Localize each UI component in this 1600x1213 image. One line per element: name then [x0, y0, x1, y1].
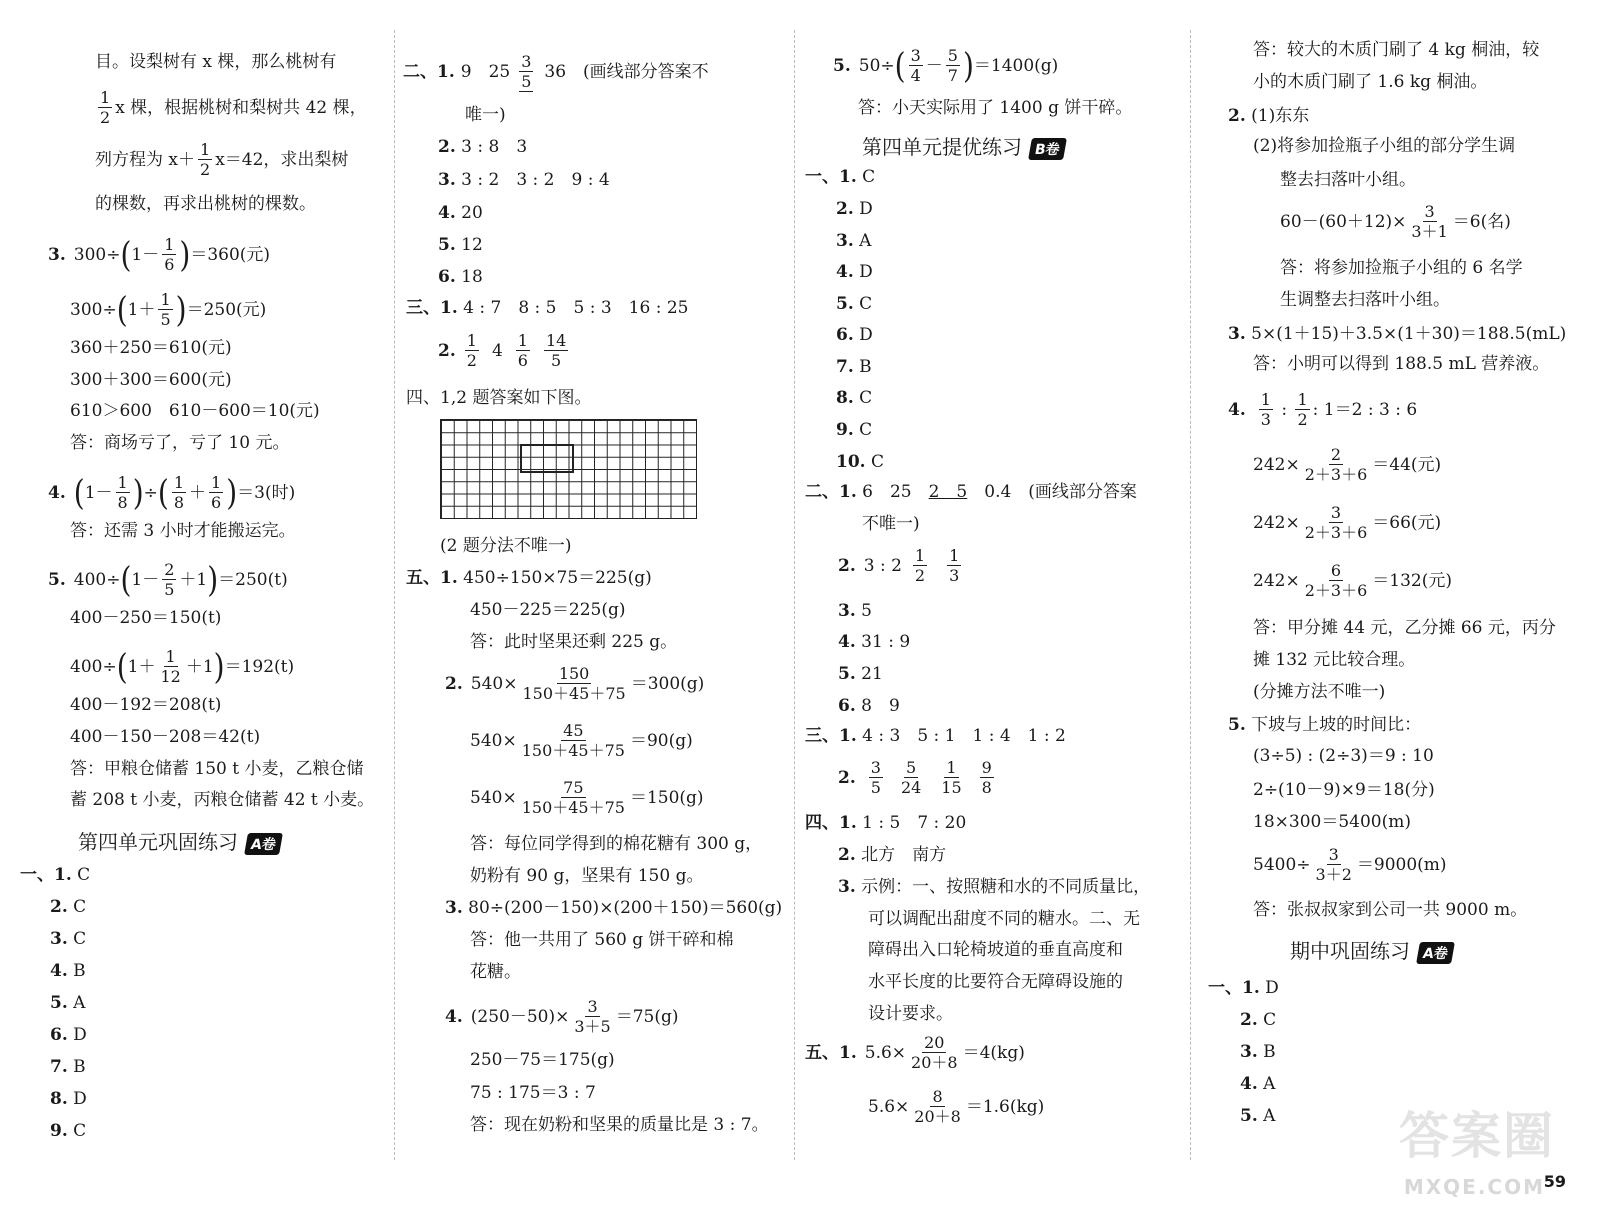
text-line: 答：甲分摊 44 元，乙分摊 66 元，丙分 — [1253, 618, 1556, 638]
grid-highlight — [520, 444, 574, 473]
answer-row: 3. B — [1240, 1042, 1276, 1062]
math-line: 4. $\frac{1}{3}$ : $\frac{1}{2}$ : 1＝2 : 3 : 6 — [1228, 390, 1418, 429]
math-line: 5400÷ $\frac{3}{3+2}$ ＝9000(m) — [1253, 845, 1447, 884]
answer-row: 2. D — [836, 199, 873, 219]
badge: B卷 — [1028, 138, 1067, 160]
answer-row: 3. 示例：一、按照糖和水的不同质量比， — [838, 877, 1151, 897]
math-line: 60－(60＋12)× $\frac{3}{3+1}$ ＝6(名) — [1280, 202, 1511, 241]
answer-row: 4. D — [836, 262, 873, 282]
math-line: 2. $\frac{1}{2}$ 4 $\frac{1}{6}$ $\frac{14}{5}$ — [438, 331, 567, 370]
column-divider — [794, 30, 795, 1160]
answer-row: 5. 12 — [438, 235, 483, 255]
answer-row: 6. 8 9 — [838, 696, 900, 716]
answer-row: 三、1. 4 : 7 8 : 5 5 : 3 16 : 25 — [406, 298, 689, 318]
text-line: 唯一) — [465, 105, 506, 125]
column-1 — [0, 0, 392, 1213]
answer-row: 5. C — [836, 294, 873, 314]
column-divider — [394, 30, 395, 1160]
text-line: 360＋250＝610(元) — [70, 338, 232, 358]
text-line: 答：此时坚果还剩 225 g。 — [470, 632, 678, 652]
answer-row: 2. (1)东东 — [1228, 106, 1310, 126]
answer-row: 4. A — [1240, 1074, 1276, 1094]
math-line: 4. ( 1－ $\frac{1}{8}$ ) ÷ ( $\frac{1}{8}$ ＋ $\frac{1}{6}$ ) ＝3(时) — [48, 471, 296, 513]
math-line: 242× $\frac{2}{2+3+6}$ ＝44(元) — [1253, 445, 1442, 484]
answer-row: 5. 下坡与上坡的时间比： — [1228, 715, 1422, 735]
answer-row: 2. 3 : 8 3 — [438, 137, 528, 157]
answer-row: 三、1. 4 : 3 5 : 1 1 : 4 1 : 2 — [805, 726, 1066, 746]
answer-row: 9. C — [836, 420, 873, 440]
answer-row: 一、1. C — [20, 865, 91, 885]
answer-row: 一、1. C — [805, 167, 876, 187]
math-line: 540× $\frac{75}{150+45+75}$ ＝150(g) — [470, 778, 704, 817]
text-line: 四、1,2 题答案如下图。 — [406, 388, 592, 408]
math-line: 列方程为 x＋ $\frac{1}{2}$ x＝42，求出梨树 — [95, 140, 349, 179]
text-line: 水平长度的比要符合无障碍设施的 — [868, 972, 1123, 992]
answer-row: 9. C — [50, 1121, 87, 1141]
fraction: $\frac{1}{2}$ — [100, 88, 111, 127]
math-line: 5.6× $\frac{8}{20+8}$ ＝1.6(kg) — [868, 1087, 1045, 1126]
text-line: 设计要求。 — [868, 1004, 953, 1024]
answer-row: 7. B — [50, 1057, 86, 1077]
text-line: 花糖。 — [470, 962, 521, 982]
text-line: 400－250＝150(t) — [70, 608, 222, 628]
answer-row: 6. D — [836, 325, 873, 345]
text-line: 答：较大的木质门刷了 4 kg 桐油，较 — [1253, 40, 1540, 60]
text-line: 2÷(10－9)×9＝18(分) — [1253, 780, 1435, 800]
answer-row: 3. C — [50, 929, 87, 949]
math-line: 二、1. 9 25 $\frac{3}{5}$ 36 (画线部分答案不 — [403, 52, 709, 91]
text-line: 450－225＝225(g) — [470, 600, 626, 620]
text-line: 生调整去扫落叶小组。 — [1280, 290, 1450, 310]
text-line: 答：将参加捡瓶子小组的 6 名学 — [1280, 258, 1523, 278]
text-line: 小的木质门刷了 1.6 kg 桐油。 — [1253, 72, 1488, 92]
answer-row: 5. A — [1240, 1106, 1276, 1126]
watermark-url: MXQE.COM — [1403, 1175, 1545, 1199]
text-line: 的棵数，再求出桃树的棵数。 — [95, 194, 316, 214]
text-line: 整去扫落叶小组。 — [1280, 170, 1416, 190]
math-line: 242× $\frac{3}{2+3+6}$ ＝66(元) — [1253, 503, 1442, 542]
badge: A卷 — [1416, 942, 1455, 964]
text-line: 610＞600 610－600＝10(元) — [70, 401, 320, 421]
answer-row: 8. D — [50, 1089, 87, 1109]
answer-row: 7. B — [836, 357, 872, 377]
text-line: (3÷5) : (2÷3)＝9 : 10 — [1253, 746, 1434, 766]
badge: A卷 — [244, 833, 283, 855]
answer-row: 6. 18 — [438, 267, 483, 287]
text-line: 400－150－208＝42(t) — [70, 727, 261, 747]
answer-row: 4. 31 : 9 — [838, 632, 911, 652]
answer-row: 3. A — [836, 231, 872, 251]
answer-row: 二、1. 6 25 2 5 0.4 (画线部分答案 — [805, 482, 1137, 502]
math-line: 2. 540× $\frac{150}{150+45+75}$ ＝300(g) — [445, 664, 705, 703]
answer-row: 四、1. 1 : 5 7 : 20 — [805, 813, 967, 833]
text-line: (2)将参加捡瓶子小组的部分学生调 — [1253, 136, 1516, 156]
math-line: 242× $\frac{6}{2+3+6}$ ＝132(元) — [1253, 561, 1452, 600]
answer-row: 2. 北方 南方 — [838, 845, 947, 865]
math-line: 2. $\frac{3}{5}$ $\frac{5}{24}$ $\frac{1}{15}$ $\frac{9}{8}$ — [838, 758, 992, 797]
text-line: 答：现在奶粉和坚果的质量比是 3 : 7。 — [470, 1115, 769, 1135]
text-line: 250－75＝175(g) — [470, 1050, 615, 1070]
text-line: 目。设梨树有 x 棵，那么桃树有 — [95, 52, 337, 72]
answer-row: 4. B — [50, 961, 86, 981]
text-line: 300＋300＝600(元) — [70, 370, 232, 390]
text-line: 18×300＝5400(m) — [1253, 812, 1411, 832]
text-line: 答：商场亏了，亏了 10 元。 — [70, 433, 290, 453]
text-line: 答：还需 3 小时才能搬运完。 — [70, 521, 296, 541]
answer-row: 2. C — [1240, 1010, 1277, 1030]
answer-row: 8. C — [836, 388, 873, 408]
answer-row: 5. 21 — [838, 664, 883, 684]
answer-row: 10. C — [836, 452, 884, 472]
text-line: 不唯一) — [862, 514, 920, 534]
math-line: 540× $\frac{45}{150+45+75}$ ＝90(g) — [470, 721, 693, 760]
answer-row: 五、1. 450÷150×75＝225(g) — [406, 568, 652, 588]
text-line: 答：每位同学得到的棉花糖有 300 g， — [470, 834, 763, 854]
answer-row: 6. D — [50, 1025, 87, 1045]
watermark-logo: 答案圈 — [1399, 1107, 1555, 1165]
text-line: 答：小明可以得到 188.5 mL 营养液。 — [1253, 354, 1550, 374]
math-line: 400÷ ( 1＋ $\frac{1}{12}$ ＋1 ) ＝192(t) — [70, 645, 295, 687]
answer-row: 3. 5 — [838, 601, 872, 621]
text-line: 答：甲粮仓储蓄 150 t 小麦，乙粮仓储 — [70, 759, 364, 779]
text-line: 蓄 208 t 小麦，丙粮仓储蓄 42 t 小麦。 — [70, 790, 375, 810]
answer-row: 3. 5×(1＋15)＋3.5×(1＋30)＝188.5(mL) — [1228, 324, 1567, 344]
math-line: 5. 400÷ ( 1－ $\frac{2}{5}$ ＋1 ) ＝250(t) — [48, 558, 288, 600]
answer-row: 一、1. D — [1208, 978, 1279, 998]
math-line: 五、1. 5.6× $\frac{20}{20+8}$ ＝4(kg) — [805, 1033, 1025, 1072]
answer-row: 2. C — [50, 897, 87, 917]
text-line: 可以调配出甜度不同的糖水。二、无 — [868, 909, 1140, 929]
answer-row: 3. 80÷(200－150)×(200＋150)＝560(g) — [445, 898, 783, 918]
answer-row: 4. 20 — [438, 203, 483, 223]
math-line: 4. (250－50)× $\frac{3}{3+5}$ ＝75(g) — [445, 997, 679, 1036]
text-line: 75 : 175＝3 : 7 — [470, 1083, 596, 1103]
text-line: (2 题分法不唯一) — [440, 536, 572, 556]
text-line: (分摊方法不唯一) — [1253, 682, 1386, 702]
text-line: 障碍出入口轮椅坡道的垂直高度和 — [868, 940, 1123, 960]
text-line: 答：他一共用了 560 g 饼干碎和棉 — [470, 930, 734, 950]
answer-row: 5. A — [50, 993, 86, 1013]
text-line: 答：小天实际用了 1400 g 饼干碎。 — [858, 98, 1133, 118]
section-heading: 第四单元巩固练习 A卷 — [78, 826, 281, 855]
column-divider — [1190, 30, 1191, 1160]
math-line: $\frac{1}{2}$ x 棵，根据桃树和梨树共 42 棵， — [100, 88, 367, 127]
text-line: 答：张叔叔家到公司一共 9000 m。 — [1253, 900, 1528, 920]
text-line: 摊 132 元比较合理。 — [1253, 650, 1416, 670]
math-line: 300÷ ( 1＋ $\frac{1}{5}$ ) ＝250(元) — [70, 288, 267, 330]
page-number: 59 — [1543, 1172, 1566, 1191]
math-line: 5. 50÷ ( $\frac{3}{4}$ － $\frac{5}{7}$ ) ＝1400(g) — [833, 44, 1059, 86]
math-line: 2. 3 : 2 $\frac{1}{2}$ $\frac{1}{3}$ — [838, 546, 960, 585]
section-heading: 期中巩固练习 A卷 — [1290, 935, 1453, 964]
section-heading: 第四单元提优练习 B卷 — [862, 131, 1065, 160]
text-line: 奶粉有 90 g，坚果有 150 g。 — [470, 866, 704, 886]
text-line: 400－192＝208(t) — [70, 695, 222, 715]
math-line: 3. 300÷ ( 1－ $\frac{1}{6}$ ) ＝360(元) — [48, 233, 271, 275]
answer-row: 3. 3 : 2 3 : 2 9 : 4 — [438, 170, 610, 190]
